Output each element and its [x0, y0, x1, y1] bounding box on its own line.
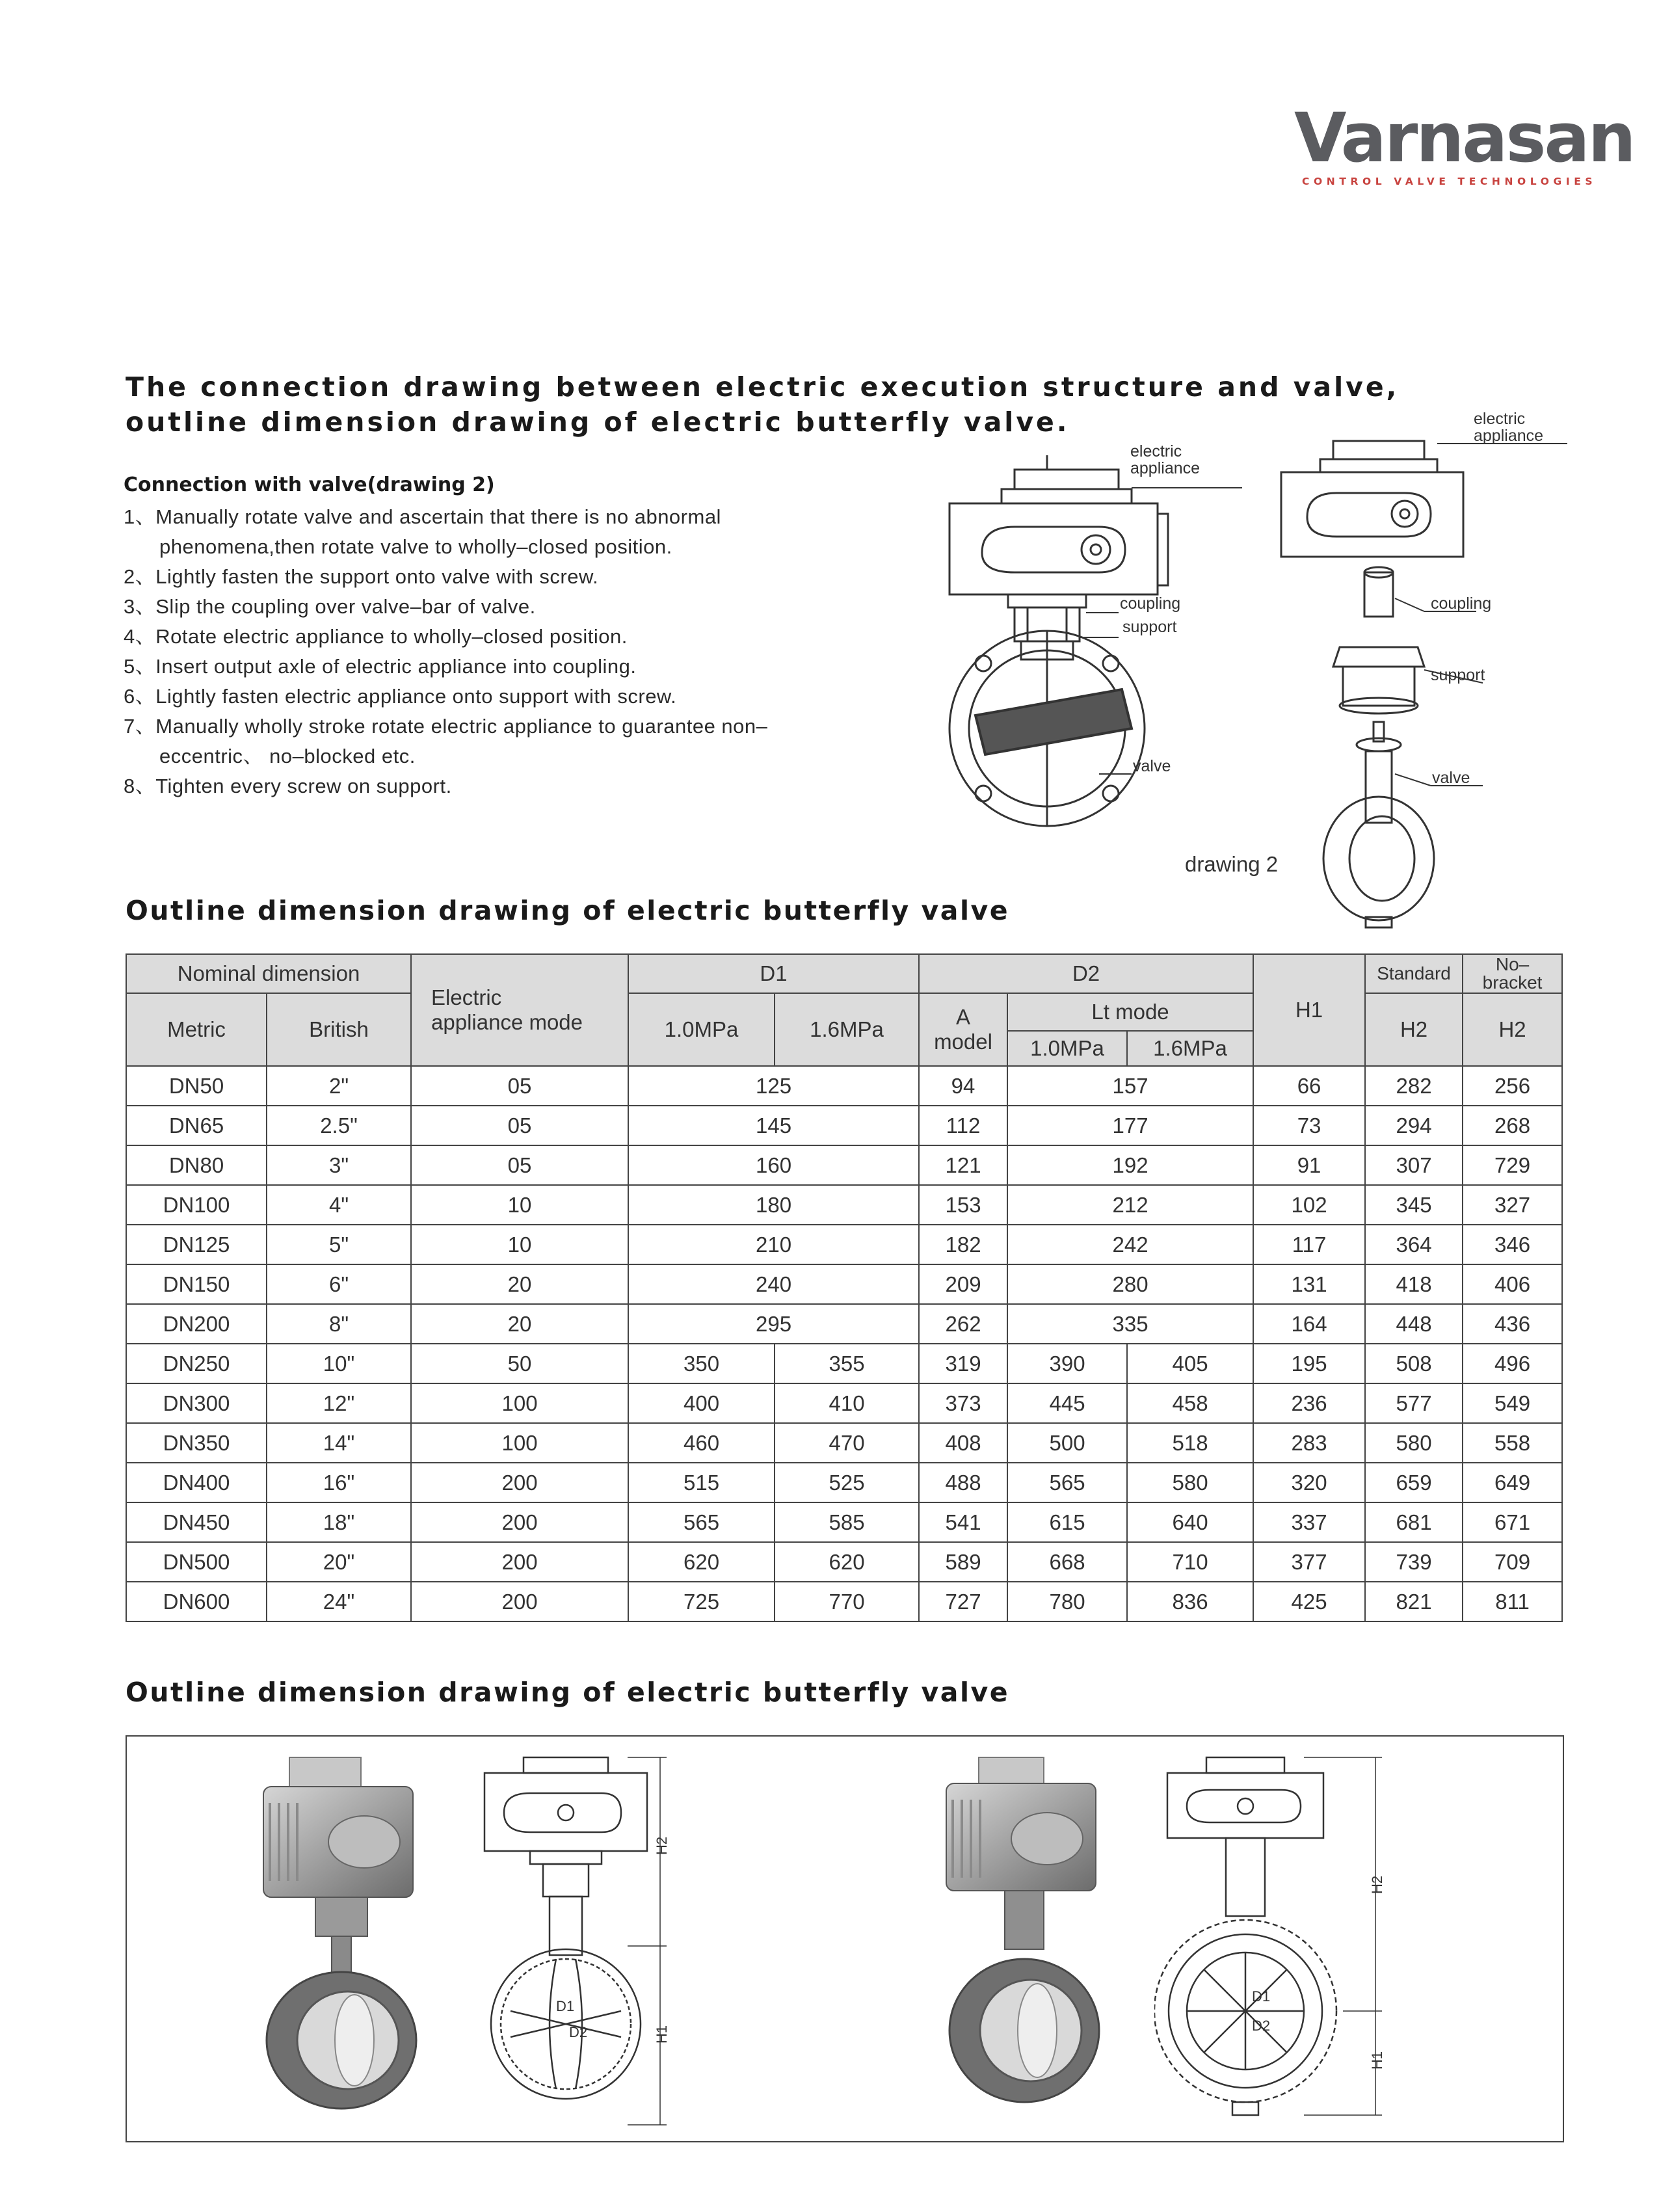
header-nominal: Nominal dimension — [126, 954, 411, 993]
header-a-model: A model — [919, 993, 1007, 1066]
table-row: DN500 20" 200 620 620 589 668 710 377 739 709 — [126, 1542, 1562, 1582]
drawing-caption: drawing 2 — [1185, 852, 1279, 876]
step-item: 4、Rotate electric appliance to wholly–closed position. — [124, 625, 628, 648]
table-row: DN150 6" 20 240 209 280 131 418 406 — [126, 1264, 1562, 1304]
label-electric: electric — [1474, 410, 1526, 428]
header-d1: D1 — [628, 954, 919, 993]
connection-title: Connection with valve(drawing 2) — [124, 473, 495, 496]
header-electric-mode: Electric appliance mode — [411, 954, 628, 1066]
step-item: 7、Manually wholly stroke rotate electric appliance to guarantee non– eccentric、 no–blocked etc. — [124, 715, 768, 767]
label-valve: valve — [1133, 757, 1171, 775]
label-support: support — [1431, 666, 1485, 684]
header-d1-1mpa: 1.0MPa — [628, 993, 775, 1066]
header-d1-16mpa: 1.6MPa — [775, 993, 919, 1066]
exploded-valve-drawing — [1268, 410, 1574, 930]
table-row: DN400 16" 200 515 525 488 565 580 320 659 649 — [126, 1463, 1562, 1502]
bottom-title: Outline dimension drawing of electric butterfly valve — [126, 1677, 1010, 1708]
step-item: 3、Slip the coupling over valve–bar of valve. — [124, 595, 536, 618]
table-title: Outline dimension drawing of electric butterfly valve — [126, 895, 1010, 926]
header-h2-standard: H2 — [1365, 993, 1463, 1066]
step-item: 6、Lightly fasten electric appliance onto support with screw. — [124, 685, 677, 708]
label-coupling: coupling — [1120, 594, 1181, 613]
header-d2: D2 — [919, 954, 1253, 993]
step-item: 2、Lightly fasten the support onto valve with screw. — [124, 565, 599, 588]
brand-wordmark: Varnasan — [1294, 98, 1634, 178]
table-row: DN350 14" 100 460 470 408 500 518 283 580 558 — [126, 1423, 1562, 1463]
label-electric: electric — [1130, 442, 1182, 460]
label-d2: D2 — [569, 2024, 588, 2040]
main-heading-line1: The connection drawing between electric execution structure and valve, — [126, 371, 1400, 403]
table-row: DN50 2" 05 125 94 157 66 282 256 — [126, 1066, 1562, 1106]
label-support: support — [1122, 618, 1177, 636]
table-row: DN80 3" 05 160 121 192 91 307 729 — [126, 1145, 1562, 1185]
header-metric: Metric — [126, 993, 267, 1066]
label-h1: H1 — [1369, 2051, 1385, 2070]
label-valve: valve — [1432, 769, 1470, 787]
table-row: DN65 2.5" 05 145 112 177 73 294 268 — [126, 1106, 1562, 1145]
step-item: 5、Insert output axle of electric appliance into coupling. — [124, 655, 637, 678]
header-lt-1mpa: 1.0MPa — [1007, 1031, 1127, 1066]
outline-drawings-box — [126, 1735, 1564, 2142]
dimension-table — [126, 953, 1563, 1622]
no-bracket-dimension-drawing — [1154, 1751, 1427, 2128]
label-appliance: appliance — [1130, 459, 1201, 477]
main-heading-line2: outline dimension drawing of electric butterfly valve. — [126, 406, 1070, 438]
header-lt-16mpa: 1.6MPa — [1127, 1031, 1253, 1066]
label-h1: H1 — [654, 2025, 670, 2044]
label-d1: D1 — [556, 1998, 575, 2014]
header-no-bracket: No– bracket — [1463, 954, 1562, 993]
header-h1: H1 — [1253, 954, 1365, 1066]
valve-photo-standard — [257, 1751, 432, 2128]
label-d1: D1 — [1252, 1988, 1271, 2005]
label-h2: H2 — [654, 1836, 670, 1855]
header-british: British — [267, 993, 411, 1066]
table-row: DN100 4" 10 180 153 212 102 345 327 — [126, 1185, 1562, 1225]
standard-dimension-drawing — [471, 1751, 686, 2128]
connection-steps — [124, 502, 904, 801]
label-d2: D2 — [1252, 2018, 1271, 2034]
label-appliance: appliance — [1474, 427, 1544, 445]
table-row: DN125 5" 10 210 182 242 117 364 346 — [126, 1225, 1562, 1264]
step-item: 8、Tighten every screw on support. — [124, 775, 452, 797]
dimension-table-wrap — [126, 953, 1561, 1622]
header-standard: Standard — [1365, 954, 1463, 993]
table-row: DN250 10" 50 350 355 319 390 405 195 508 496 — [126, 1344, 1562, 1383]
label-coupling: coupling — [1431, 594, 1492, 613]
valve-photo-no-bracket — [940, 1751, 1115, 2128]
table-body — [126, 1066, 1562, 1621]
step-item: 1、Manually rotate valve and ascertain that there is no abnormal phenomena,then rotate valve to wholly–closed position. — [124, 505, 721, 558]
header-lt-mode: Lt mode — [1007, 993, 1253, 1031]
table-row: DN450 18" 200 565 585 541 615 640 337 681 671 — [126, 1502, 1562, 1542]
header-h2-nobracket: H2 — [1463, 993, 1562, 1066]
table-row: DN600 24" 200 725 770 727 780 836 425 821 811 — [126, 1582, 1562, 1621]
assembled-valve-drawing — [936, 442, 1249, 833]
table-row: DN200 8" 20 295 262 335 164 448 436 — [126, 1304, 1562, 1344]
brand-tagline: CONTROL VALVE TECHNOLOGIES — [1302, 176, 1597, 187]
table-row: DN300 12" 100 400 410 373 445 458 236 577 549 — [126, 1383, 1562, 1423]
label-h2: H2 — [1369, 1875, 1385, 1894]
brand-logo — [1294, 98, 1634, 187]
